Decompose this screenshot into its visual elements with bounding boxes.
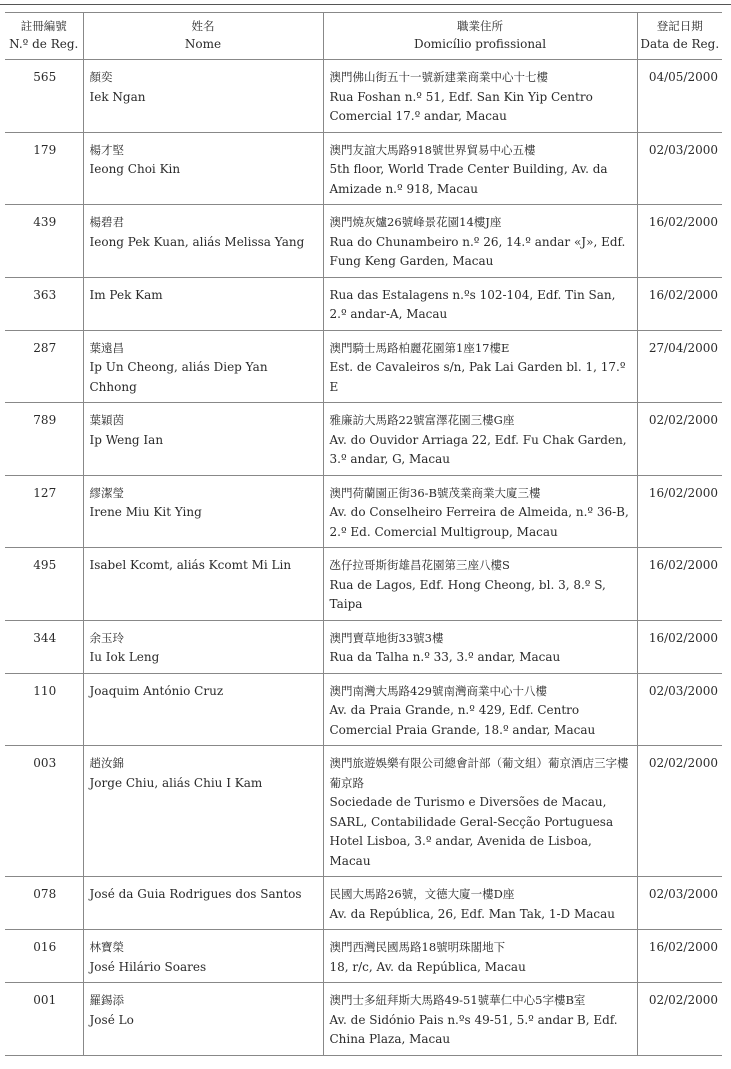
address-cell <box>323 746 637 877</box>
address-cell <box>323 330 637 403</box>
registration-date-cell: 02/02/2000 <box>637 746 722 877</box>
name-latin: Ip Un Cheong, aliás Diep Yan Chhong <box>89 360 268 394</box>
header-reg-number: 註冊編號 N.º de Reg. <box>5 13 83 60</box>
address-cell <box>323 930 637 983</box>
name-latin: Ieong Pek Kuan, aliás Melissa Yang <box>89 234 305 249</box>
registration-date-cell: 02/02/2000 <box>637 403 722 476</box>
address-portuguese: Av. de Sidónio Pais n.ºs 49-51, 5.º andar B, Edf. China Plaza, Macau <box>329 1012 618 1046</box>
table-row <box>5 746 722 877</box>
registration-date-cell: 16/02/2000 <box>637 930 722 983</box>
address-chinese: 民國大馬路26號，文德大廈一樓D座 <box>329 887 515 901</box>
name-latin: José Hilário Soares <box>89 959 207 974</box>
address-cell <box>323 475 637 548</box>
name-cell <box>83 746 323 877</box>
reg-number-cell: 495 <box>5 548 83 621</box>
address-chinese: 澳門燒灰爐26號峰景花園14樓J座 <box>329 215 502 229</box>
name-chinese: 楊才堅 <box>89 142 124 157</box>
name-cell <box>83 877 323 930</box>
registration-date-cell: 04/05/2000 <box>637 60 722 133</box>
name-cell <box>83 330 323 403</box>
address-cell <box>323 983 637 1056</box>
name-cell <box>83 403 323 476</box>
table-row <box>5 132 722 205</box>
address-chinese: 澳門佛山街五十一號新建業商業中心十七樓 <box>329 70 548 84</box>
table-row <box>5 548 722 621</box>
name-latin: Irene Miu Kit Ying <box>89 505 202 519</box>
name-chinese: 楊碧君 <box>89 215 124 229</box>
header-address: 職業住所 Domicílio profissional <box>323 13 637 60</box>
name-cell <box>83 620 323 673</box>
address-cell <box>323 548 637 621</box>
address-chinese: 澳門旅遊娛樂有限公司總會計部（葡文組）葡京酒店三字樓葡京路 <box>329 756 629 790</box>
name-chinese: 趙汝錦 <box>89 756 124 770</box>
name-cell <box>83 277 323 330</box>
registration-date-cell: 16/02/2000 <box>637 205 722 278</box>
address-portuguese: Av. da República, 26, Edf. Man Tak, 1-D Macau <box>329 906 615 921</box>
registration-date-cell: 02/02/2000 <box>637 983 722 1056</box>
registration-date-cell: 02/03/2000 <box>637 673 722 746</box>
registration-date-cell: 27/04/2000 <box>637 330 722 403</box>
name-latin: José da Guia Rodrigues dos Santos <box>89 887 302 901</box>
address-portuguese: Rua de Lagos, Edf. Hong Cheong, bl. 3, 8.º S, Taipa <box>329 577 606 611</box>
address-portuguese: Sociedade de Turismo e Diversões de Macau, SARL, Contabilidade Geral-Secção Portuguesa Hotel Lisboa, 3.º andar, Avenida de Lisboa, Macau <box>329 795 614 868</box>
reg-number-cell: 344 <box>5 620 83 673</box>
registration-date-cell: 02/03/2000 <box>637 132 722 205</box>
name-cell <box>83 983 323 1056</box>
reg-number-cell: 439 <box>5 205 83 278</box>
address-cell <box>323 877 637 930</box>
name-chinese: 顏奕 <box>89 70 113 84</box>
registration-date-cell: 16/02/2000 <box>637 620 722 673</box>
address-chinese: 氹仔拉哥斯街雄昌花園第三座八樓S <box>329 558 510 572</box>
address-cell <box>323 60 637 133</box>
address-portuguese: Rua Foshan n.º 51, Edf. San Kin Yip Centro Comercial 17.º andar, Macau <box>329 89 593 123</box>
address-portuguese: 18, r/c, Av. da República, Macau <box>329 959 526 974</box>
registry-table <box>5 12 722 1056</box>
address-portuguese: Av. do Conselheiro Ferreira de Almeida, n.º 36-B, 2.º Ed. Comercial Multigroup, Macau <box>329 505 629 539</box>
table-row <box>5 930 722 983</box>
reg-number-cell: 179 <box>5 132 83 205</box>
table-row <box>5 330 722 403</box>
table-row <box>5 403 722 476</box>
table-row <box>5 673 722 746</box>
name-latin: Iek Ngan <box>89 89 146 104</box>
address-portuguese: Est. de Cavaleiros s/n, Pak Lai Garden bl. 1, 17.º E <box>329 360 626 394</box>
reg-number-cell: 001 <box>5 983 83 1056</box>
address-chinese: 澳門賣草地街33號3樓 <box>329 630 444 645</box>
table-row <box>5 475 722 548</box>
address-chinese: 澳門士多紐拜斯大馬路49-51號華仁中心5字樓B室 <box>329 993 586 1007</box>
name-latin: Iu Iok Leng <box>89 650 160 664</box>
address-chinese: 澳門南灣大馬路429號南灣商業中心十八樓 <box>329 683 547 698</box>
reg-number-cell: 565 <box>5 60 83 133</box>
table-row <box>5 277 722 330</box>
registration-date-cell: 16/02/2000 <box>637 277 722 330</box>
address-chinese: 澳門騎士馬路柏麗花園第1座17樓E <box>329 340 510 355</box>
address-cell <box>323 673 637 746</box>
name-chinese: 葉穎茵 <box>89 413 124 427</box>
header-name: 姓名 Nome <box>83 13 323 60</box>
name-cell <box>83 132 323 205</box>
address-cell <box>323 132 637 205</box>
address-portuguese: Av. do Ouvidor Arriaga 22, Edf. Fu Chak Garden, 3.º andar, G, Macau <box>329 432 627 466</box>
registration-date-cell: 16/02/2000 <box>637 548 722 621</box>
name-cell <box>83 930 323 983</box>
name-latin: Isabel Kcomt, aliás Kcomt Mi Lin <box>89 558 292 572</box>
name-chinese: 林寶榮 <box>89 940 124 954</box>
address-chinese: 澳門荷蘭園正街36-B號茂業商業大廈三樓 <box>329 485 541 500</box>
name-latin: Ieong Choi Kin <box>89 162 181 176</box>
address-cell <box>323 277 637 330</box>
reg-number-cell: 363 <box>5 277 83 330</box>
header-date: 登記日期 Data de Reg. <box>637 13 722 60</box>
registration-date-cell: 16/02/2000 <box>637 475 722 548</box>
address-portuguese: Av. da Praia Grande, n.º 429, Edf. Centro Comercial Praia Grande, 18.º andar, Macau <box>329 703 596 737</box>
reg-number-cell: 789 <box>5 403 83 476</box>
reg-number-cell: 016 <box>5 930 83 983</box>
registration-date-cell: 02/03/2000 <box>637 877 722 930</box>
name-latin: Im Pek Kam <box>89 287 163 302</box>
reg-number-cell: 127 <box>5 475 83 548</box>
name-chinese: 羅錫添 <box>89 993 124 1007</box>
reg-number-cell: 078 <box>5 877 83 930</box>
table-header-row <box>5 13 722 60</box>
name-latin: Jorge Chiu, aliás Chiu I Kam <box>89 775 263 790</box>
reg-number-cell: 003 <box>5 746 83 877</box>
address-cell <box>323 620 637 673</box>
name-latin: Ip Weng Ian <box>89 432 164 447</box>
address-chinese: 澳門友誼大馬路918號世界貿易中心五樓 <box>329 142 536 157</box>
table-row <box>5 983 722 1056</box>
address-portuguese: Rua do Chunambeiro n.º 26, 14.º andar «J», Edf. Fung Keng Garden, Macau <box>329 234 626 268</box>
name-latin: Joaquim António Cruz <box>89 683 224 698</box>
address-portuguese: 5th floor, World Trade Center Building, Av. da Amizade n.º 918, Macau <box>329 162 608 196</box>
top-rule <box>0 4 731 5</box>
name-cell <box>83 475 323 548</box>
name-cell <box>83 673 323 746</box>
address-chinese: 雅廉訪大馬路22號富澤花園三樓G座 <box>329 413 515 427</box>
name-chinese: 余玉玲 <box>89 630 124 645</box>
name-cell <box>83 205 323 278</box>
name-cell <box>83 60 323 133</box>
reg-number-cell: 287 <box>5 330 83 403</box>
address-portuguese: Rua das Estalagens n.ºs 102-104, Edf. Tin San, 2.º andar-A, Macau <box>329 287 616 321</box>
address-cell <box>323 205 637 278</box>
address-cell <box>323 403 637 476</box>
table-row <box>5 620 722 673</box>
table-row <box>5 877 722 930</box>
table-row <box>5 60 722 133</box>
name-chinese: 葉遠昌 <box>89 340 124 355</box>
address-chinese: 澳門西灣民國馬路18號明珠閣地下 <box>329 940 506 954</box>
name-cell <box>83 548 323 621</box>
name-latin: José Lo <box>89 1012 134 1027</box>
address-portuguese: Rua da Talha n.º 33, 3.º andar, Macau <box>329 650 561 664</box>
table-row <box>5 205 722 278</box>
reg-number-cell: 110 <box>5 673 83 746</box>
name-chinese: 繆潔瑩 <box>89 485 124 500</box>
